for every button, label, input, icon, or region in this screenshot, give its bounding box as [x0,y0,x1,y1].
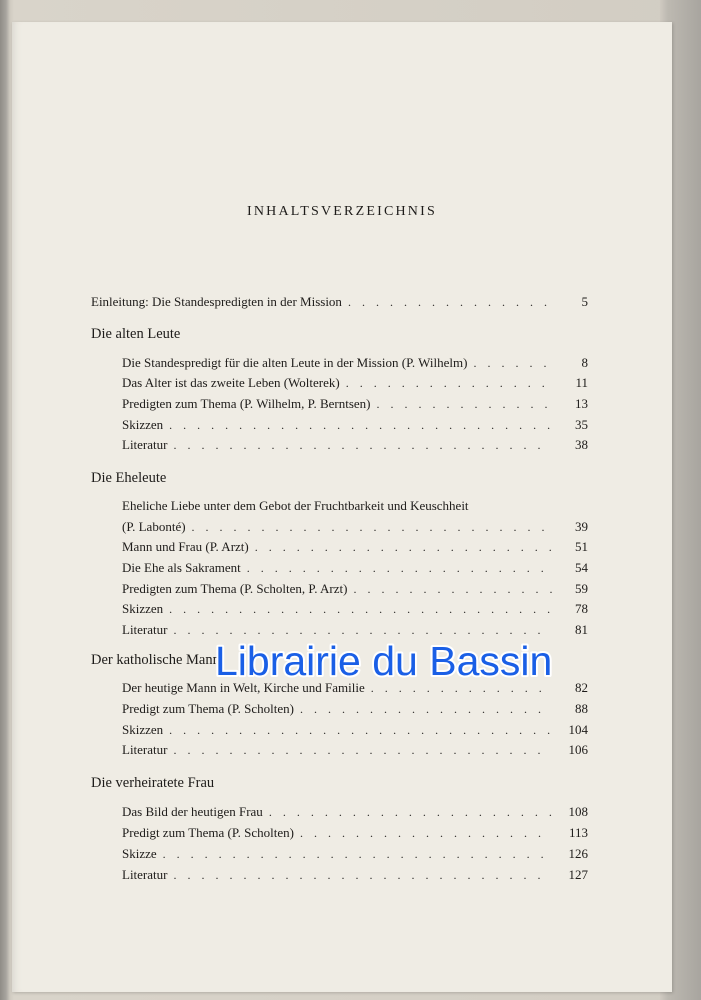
toc-entry [122,560,588,576]
dot-leader [173,743,552,758]
book-page [12,22,672,992]
section-title: Die Eheleute [91,470,167,486]
toc-page-number: 113 [568,825,588,840]
dot-leader [473,356,552,371]
toc-entry [122,375,588,391]
toc-entry-label: Literatur [122,622,168,637]
toc-heading: INHALTSVERZEICHNIS [247,204,437,219]
toc-entry [122,417,588,433]
dot-leader [255,540,552,555]
toc-entry-label: Skizzen [122,417,164,432]
toc-entry-label: Predigten zum Thema (P. Wilhelm, P. Berntsen) [122,396,371,411]
section-title: Die alten Leute [91,326,181,342]
toc-page-number: 82 [575,680,588,695]
toc-entry [122,846,588,862]
toc-entry [122,867,588,883]
dot-leader [348,295,552,310]
toc-page-number: 35 [575,417,588,432]
dot-leader [169,723,552,738]
dot-leader [353,582,552,597]
toc-entry-label: Das Alter ist das zweite Leben (Wolterek) [122,375,340,390]
toc-entry [122,437,588,453]
toc-page-number: 59 [575,581,588,596]
toc-page-number: 51 [575,539,588,554]
toc-page-number: 78 [575,601,588,616]
dot-leader [173,868,552,883]
toc-page-number: 54 [575,560,588,575]
toc-entry-label: Predigt zum Thema (P. Scholten) [122,825,294,840]
dot-leader [377,397,553,412]
toc-page-number: 106 [568,742,588,757]
toc-entry-label: Skizzen [122,601,164,616]
toc-page-number: 8 [581,355,588,370]
toc-entry-label: Predigten zum Thema (P. Scholten, P. Arzt) [122,581,348,596]
toc-entry [122,355,588,371]
toc-entry [122,701,588,717]
dot-leader [173,438,552,453]
toc-entry-label: Skizzen [122,722,164,737]
dot-leader [163,847,552,862]
toc-page-number: 39 [575,519,588,534]
dot-leader [192,520,552,535]
dot-leader [300,702,552,717]
toc-entry [122,601,588,617]
toc-page-number: 108 [568,804,588,819]
toc-entry-label: Einleitung: Die Standespredigten in der Mission [91,294,342,309]
toc-page-number: 13 [575,396,588,411]
toc-entry-label-line1: Eheliche Liebe unter dem Gebot der Fruchtbarkeit und Keuschheit [122,498,469,513]
toc-entry [122,722,588,738]
toc-entry-label: Skizze [122,846,157,861]
toc-entry-label: Literatur [122,742,168,757]
toc-entry-label: Predigt zum Thema (P. Scholten) [122,701,294,716]
toc-entry [122,581,588,597]
dot-leader [346,376,552,391]
toc-entry [122,742,588,758]
dot-leader [247,561,552,576]
toc-page-number: 11 [575,375,588,390]
toc-entry [122,519,588,535]
dot-leader [169,418,552,433]
toc-entry-intro [91,294,588,310]
toc-entry [122,804,588,820]
toc-entry-label: (P. Labonté) [122,519,186,534]
toc-entry-label: Der heutige Mann in Welt, Kirche und Familie [122,680,365,695]
toc-entry [122,539,588,555]
toc-page-number: 5 [581,294,588,309]
toc-page-number: 88 [575,701,588,716]
dot-leader [300,826,552,841]
toc-entry-label: Die Ehe als Sakrament [122,560,241,575]
dot-leader [169,602,552,617]
toc-page-number: 126 [568,846,588,861]
toc-page-number: 104 [568,722,588,737]
toc-entry-label: Literatur [122,437,168,452]
dot-leader [269,805,552,820]
toc-entry-label: Das Bild der heutigen Frau [122,804,263,819]
toc-entry-label: Literatur [122,867,168,882]
toc-entry-label: Mann und Frau (P. Arzt) [122,539,249,554]
toc-entry-label: Die Standespredigt für die alten Leute in der Mission (P. Wilhelm) [122,355,468,370]
section-title: Der katholische Mann [91,652,220,668]
toc-page-number: 38 [575,437,588,452]
section-title: Die verheiratete Frau [91,775,215,791]
toc-page-number: 81 [575,622,588,637]
toc-page-number: 127 [568,867,588,882]
watermark [215,630,605,690]
toc-entry [122,825,588,841]
watermark-text: Librairie du Bassin [215,638,553,684]
toc-entry [122,396,588,412]
